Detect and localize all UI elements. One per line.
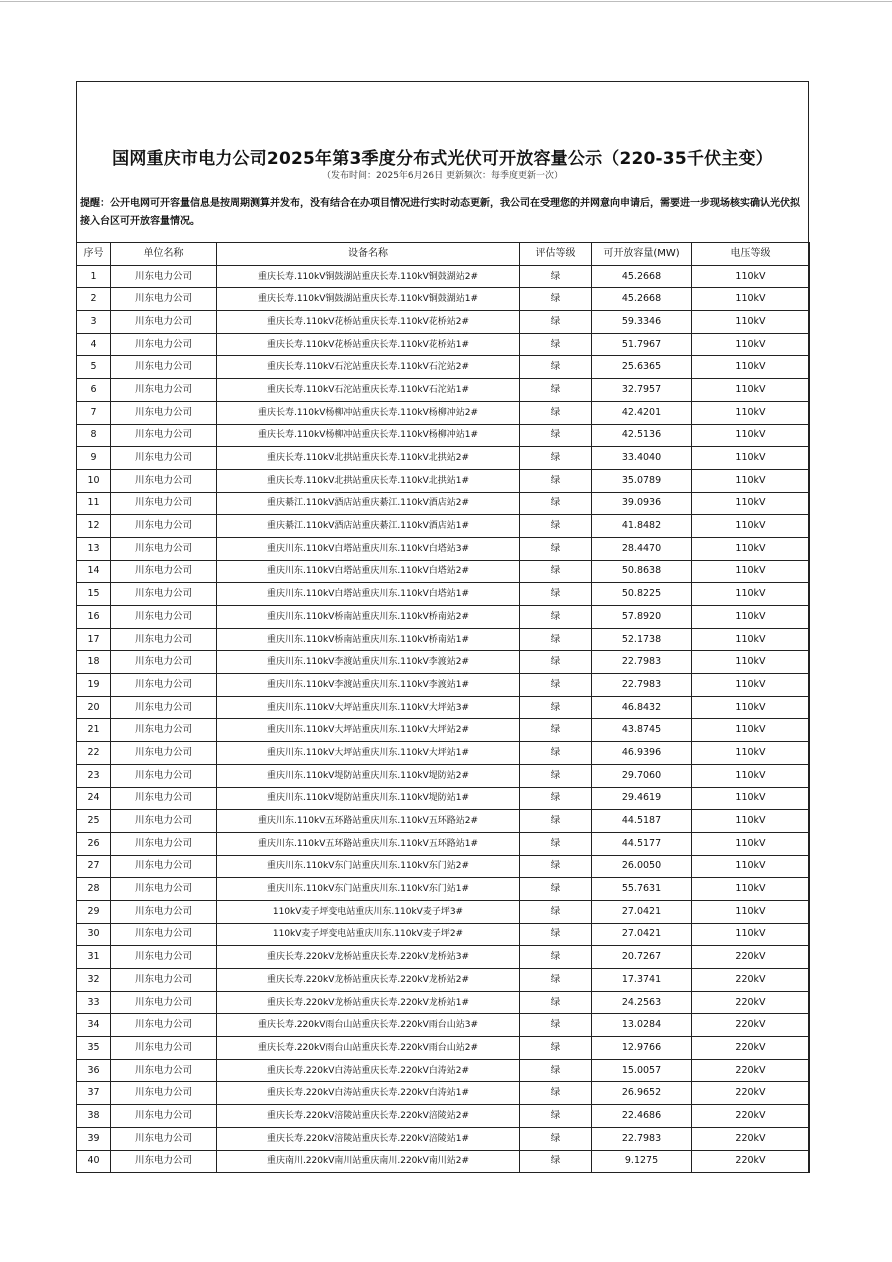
notice-text: 提醒：公开电网可开容量信息是按周期测算并发布，没有结合在办项目情况进行实时动态更新，我公司在受理您的并网意向申请后，需要进一步现场核实确认光伏拟接入台区可开放容量情况。 [80, 198, 800, 227]
cell-unit: 川东电力公司 [111, 447, 217, 470]
cell-index: 32 [77, 969, 111, 992]
cell-grade: 绿 [520, 356, 592, 379]
page-top-border [0, 1, 892, 2]
table-row [77, 832, 810, 855]
cell-unit: 川东电力公司 [111, 401, 217, 424]
cell-grade: 绿 [520, 1059, 592, 1082]
cell-voltage: 110kV [692, 719, 810, 742]
cell-index: 35 [77, 1037, 111, 1060]
cell-index: 14 [77, 560, 111, 583]
cell-device: 重庆长寿.220kV雨台山站重庆长寿.220kV雨台山站3# [217, 1014, 520, 1037]
cell-device: 重庆长寿.110kV石沱站重庆长寿.110kV石沱站1# [217, 379, 520, 402]
cell-grade: 绿 [520, 969, 592, 992]
cell-voltage: 110kV [692, 628, 810, 651]
cell-grade: 绿 [520, 764, 592, 787]
cell-index: 33 [77, 991, 111, 1014]
cell-voltage: 220kV [692, 991, 810, 1014]
cell-unit: 川东电力公司 [111, 1059, 217, 1082]
cell-unit: 川东电力公司 [111, 878, 217, 901]
cell-voltage: 110kV [692, 764, 810, 787]
cell-index: 36 [77, 1059, 111, 1082]
cell-capacity: 22.4686 [592, 1105, 692, 1128]
cell-grade: 绿 [520, 900, 592, 923]
cell-capacity: 15.0057 [592, 1059, 692, 1082]
cell-unit: 川东电力公司 [111, 628, 217, 651]
cell-grade: 绿 [520, 424, 592, 447]
table-row [77, 537, 810, 560]
cell-grade: 绿 [520, 651, 592, 674]
cell-grade: 绿 [520, 537, 592, 560]
table-row [77, 787, 810, 810]
col-header-grade: 评估等级 [520, 243, 592, 266]
table-row [77, 742, 810, 765]
cell-device: 重庆长寿.220kV龙桥站重庆长寿.220kV龙桥站1# [217, 991, 520, 1014]
cell-unit: 川东电力公司 [111, 515, 217, 538]
table-row [77, 900, 810, 923]
cell-capacity: 52.1738 [592, 628, 692, 651]
cell-device: 重庆长寿.220kV涪陵站重庆长寿.220kV涪陵站1# [217, 1127, 520, 1150]
cell-index: 3 [77, 311, 111, 334]
cell-capacity: 42.4201 [592, 401, 692, 424]
cell-unit: 川东电力公司 [111, 991, 217, 1014]
cell-unit: 川东电力公司 [111, 606, 217, 629]
cell-voltage: 220kV [692, 1037, 810, 1060]
cell-grade: 绿 [520, 1150, 592, 1173]
table-row [77, 401, 810, 424]
cell-capacity: 42.5136 [592, 424, 692, 447]
cell-unit: 川东电力公司 [111, 1105, 217, 1128]
table-row [77, 1150, 810, 1173]
cell-device: 重庆长寿.110kV杨柳冲站重庆长寿.110kV杨柳冲站2# [217, 401, 520, 424]
cell-capacity: 59.3346 [592, 311, 692, 334]
table-row [77, 991, 810, 1014]
cell-capacity: 35.0789 [592, 469, 692, 492]
cell-voltage: 220kV [692, 1059, 810, 1082]
cell-capacity: 44.5177 [592, 832, 692, 855]
cell-device: 重庆长寿.110kV花桥站重庆长寿.110kV花桥站2# [217, 311, 520, 334]
cell-capacity: 22.7983 [592, 651, 692, 674]
cell-index: 30 [77, 923, 111, 946]
cell-device: 重庆川东.110kV堤防站重庆川东.110kV堤防站1# [217, 787, 520, 810]
cell-capacity: 29.7060 [592, 764, 692, 787]
cell-grade: 绿 [520, 1037, 592, 1060]
cell-grade: 绿 [520, 265, 592, 288]
cell-voltage: 110kV [692, 537, 810, 560]
cell-grade: 绿 [520, 1082, 592, 1105]
table-row [77, 1037, 810, 1060]
cell-voltage: 110kV [692, 674, 810, 697]
table-row [77, 1105, 810, 1128]
cell-voltage: 110kV [692, 265, 810, 288]
cell-index: 24 [77, 787, 111, 810]
cell-voltage: 110kV [692, 356, 810, 379]
table-row [77, 606, 810, 629]
cell-unit: 川东电力公司 [111, 719, 217, 742]
cell-unit: 川东电力公司 [111, 1150, 217, 1173]
cell-device: 重庆长寿.220kV涪陵站重庆长寿.220kV涪陵站2# [217, 1105, 520, 1128]
cell-capacity: 25.6365 [592, 356, 692, 379]
cell-voltage: 110kV [692, 651, 810, 674]
table-row [77, 628, 810, 651]
cell-grade: 绿 [520, 583, 592, 606]
cell-index: 38 [77, 1105, 111, 1128]
cell-index: 9 [77, 447, 111, 470]
col-header-index: 序号 [77, 243, 111, 266]
cell-voltage: 110kV [692, 401, 810, 424]
cell-grade: 绿 [520, 1014, 592, 1037]
cell-device: 重庆川东.110kV大坪站重庆川东.110kV大坪站2# [217, 719, 520, 742]
cell-grade: 绿 [520, 628, 592, 651]
cell-device: 重庆长寿.220kV龙桥站重庆长寿.220kV龙桥站2# [217, 969, 520, 992]
cell-unit: 川东电力公司 [111, 742, 217, 765]
cell-device: 重庆南川.220kV南川站重庆南川.220kV南川站2# [217, 1150, 520, 1173]
table-row [77, 674, 810, 697]
cell-device: 重庆川东.110kV东门站重庆川东.110kV东门站1# [217, 878, 520, 901]
cell-grade: 绿 [520, 696, 592, 719]
col-header-device: 设备名称 [217, 243, 520, 266]
cell-capacity: 55.7631 [592, 878, 692, 901]
cell-device: 重庆川东.110kV桥南站重庆川东.110kV桥南站1# [217, 628, 520, 651]
cell-unit: 川东电力公司 [111, 696, 217, 719]
cell-capacity: 39.0936 [592, 492, 692, 515]
capacity-table [76, 242, 810, 1173]
cell-grade: 绿 [520, 560, 592, 583]
cell-unit: 川东电力公司 [111, 674, 217, 697]
cell-unit: 川东电力公司 [111, 537, 217, 560]
cell-grade: 绿 [520, 991, 592, 1014]
cell-unit: 川东电力公司 [111, 969, 217, 992]
cell-unit: 川东电力公司 [111, 1082, 217, 1105]
cell-unit: 川东电力公司 [111, 764, 217, 787]
cell-voltage: 110kV [692, 787, 810, 810]
cell-voltage: 110kV [692, 855, 810, 878]
table-row [77, 447, 810, 470]
cell-capacity: 33.4040 [592, 447, 692, 470]
cell-voltage: 220kV [692, 1105, 810, 1128]
cell-unit: 川东电力公司 [111, 923, 217, 946]
cell-device: 重庆长寿.110kV北拱站重庆长寿.110kV北拱站2# [217, 447, 520, 470]
cell-grade: 绿 [520, 469, 592, 492]
cell-index: 19 [77, 674, 111, 697]
cell-grade: 绿 [520, 810, 592, 833]
cell-capacity: 41.8482 [592, 515, 692, 538]
cell-device: 重庆綦江.110kV酒店站重庆綦江.110kV酒店站1# [217, 515, 520, 538]
cell-grade: 绿 [520, 832, 592, 855]
cell-index: 27 [77, 855, 111, 878]
cell-voltage: 220kV [692, 1127, 810, 1150]
cell-voltage: 110kV [692, 810, 810, 833]
cell-grade: 绿 [520, 1127, 592, 1150]
table-row [77, 810, 810, 833]
cell-capacity: 24.2563 [592, 991, 692, 1014]
cell-index: 28 [77, 878, 111, 901]
cell-unit: 川东电力公司 [111, 379, 217, 402]
cell-index: 40 [77, 1150, 111, 1173]
table-row [77, 696, 810, 719]
cell-device: 重庆长寿.110kV铜鼓湖站重庆长寿.110kV铜鼓湖站2# [217, 265, 520, 288]
cell-index: 11 [77, 492, 111, 515]
cell-grade: 绿 [520, 515, 592, 538]
cell-index: 37 [77, 1082, 111, 1105]
cell-device: 重庆川东.110kV东门站重庆川东.110kV东门站2# [217, 855, 520, 878]
cell-index: 2 [77, 288, 111, 311]
cell-unit: 川东电力公司 [111, 583, 217, 606]
cell-voltage: 110kV [692, 379, 810, 402]
cell-index: 15 [77, 583, 111, 606]
cell-index: 13 [77, 537, 111, 560]
table-row [77, 515, 810, 538]
cell-index: 34 [77, 1014, 111, 1037]
cell-device: 重庆长寿.220kV雨台山站重庆长寿.220kV雨台山站2# [217, 1037, 520, 1060]
table-row [77, 651, 810, 674]
col-header-unit: 单位名称 [111, 243, 217, 266]
cell-index: 12 [77, 515, 111, 538]
cell-grade: 绿 [520, 333, 592, 356]
cell-voltage: 110kV [692, 469, 810, 492]
cell-capacity: 26.0050 [592, 855, 692, 878]
cell-index: 29 [77, 900, 111, 923]
cell-unit: 川东电力公司 [111, 265, 217, 288]
cell-unit: 川东电力公司 [111, 1014, 217, 1037]
cell-capacity: 50.8225 [592, 583, 692, 606]
table-row [77, 469, 810, 492]
table-header-row [77, 243, 810, 266]
cell-index: 25 [77, 810, 111, 833]
cell-device: 重庆长寿.220kV白涛站重庆长寿.220kV白涛站1# [217, 1082, 520, 1105]
table-row [77, 1014, 810, 1037]
cell-grade: 绿 [520, 1105, 592, 1128]
cell-voltage: 110kV [692, 742, 810, 765]
cell-device: 重庆长寿.110kV石沱站重庆长寿.110kV石沱站2# [217, 356, 520, 379]
cell-grade: 绿 [520, 288, 592, 311]
table-row [77, 311, 810, 334]
cell-unit: 川东电力公司 [111, 469, 217, 492]
table-row [77, 719, 810, 742]
cell-voltage: 110kV [692, 447, 810, 470]
cell-grade: 绿 [520, 946, 592, 969]
cell-index: 18 [77, 651, 111, 674]
cell-unit: 川东电力公司 [111, 832, 217, 855]
cell-grade: 绿 [520, 674, 592, 697]
cell-capacity: 22.7983 [592, 1127, 692, 1150]
cell-unit: 川东电力公司 [111, 356, 217, 379]
cell-capacity: 46.9396 [592, 742, 692, 765]
cell-device: 重庆长寿.110kV花桥站重庆长寿.110kV花桥站1# [217, 333, 520, 356]
table-row [77, 923, 810, 946]
cell-device: 重庆长寿.220kV白涛站重庆长寿.220kV白涛站2# [217, 1059, 520, 1082]
cell-index: 23 [77, 764, 111, 787]
cell-capacity: 43.8745 [592, 719, 692, 742]
cell-device: 重庆川东.110kV五环路站重庆川东.110kV五环路站2# [217, 810, 520, 833]
cell-voltage: 110kV [692, 492, 810, 515]
cell-grade: 绿 [520, 878, 592, 901]
cell-grade: 绿 [520, 855, 592, 878]
cell-voltage: 110kV [692, 515, 810, 538]
cell-unit: 川东电力公司 [111, 787, 217, 810]
cell-device: 重庆川东.110kV李渡站重庆川东.110kV李渡站1# [217, 674, 520, 697]
table-row [77, 878, 810, 901]
cell-device: 重庆川东.110kV大坪站重庆川东.110kV大坪站3# [217, 696, 520, 719]
cell-capacity: 12.9766 [592, 1037, 692, 1060]
cell-device: 重庆川东.110kV白塔站重庆川东.110kV白塔站1# [217, 583, 520, 606]
cell-index: 10 [77, 469, 111, 492]
cell-voltage: 220kV [692, 969, 810, 992]
table-row [77, 356, 810, 379]
table-row [77, 969, 810, 992]
cell-voltage: 110kV [692, 878, 810, 901]
cell-capacity: 20.7267 [592, 946, 692, 969]
table-row [77, 1127, 810, 1150]
cell-voltage: 110kV [692, 923, 810, 946]
cell-device: 重庆綦江.110kV酒店站重庆綦江.110kV酒店站2# [217, 492, 520, 515]
cell-unit: 川东电力公司 [111, 1037, 217, 1060]
cell-capacity: 26.9652 [592, 1082, 692, 1105]
cell-voltage: 220kV [692, 1014, 810, 1037]
cell-device: 重庆川东.110kV白塔站重庆川东.110kV白塔站3# [217, 537, 520, 560]
cell-unit: 川东电力公司 [111, 333, 217, 356]
cell-grade: 绿 [520, 311, 592, 334]
cell-capacity: 44.5187 [592, 810, 692, 833]
cell-unit: 川东电力公司 [111, 560, 217, 583]
table-body [77, 265, 810, 1173]
cell-index: 20 [77, 696, 111, 719]
cell-device: 重庆川东.110kV白塔站重庆川东.110kV白塔站2# [217, 560, 520, 583]
cell-device: 重庆长寿.110kV北拱站重庆长寿.110kV北拱站1# [217, 469, 520, 492]
cell-voltage: 110kV [692, 288, 810, 311]
cell-index: 6 [77, 379, 111, 402]
cell-grade: 绿 [520, 606, 592, 629]
cell-device: 重庆长寿.110kV杨柳冲站重庆长寿.110kV杨柳冲站1# [217, 424, 520, 447]
cell-device: 重庆川东.110kV李渡站重庆川东.110kV李渡站2# [217, 651, 520, 674]
cell-device: 重庆川东.110kV桥南站重庆川东.110kV桥南站2# [217, 606, 520, 629]
cell-capacity: 28.4470 [592, 537, 692, 560]
cell-grade: 绿 [520, 742, 592, 765]
cell-unit: 川东电力公司 [111, 651, 217, 674]
cell-device: 110kV麦子坪变电站重庆川东.110kV麦子坪2# [217, 923, 520, 946]
table-row [77, 333, 810, 356]
cell-voltage: 110kV [692, 583, 810, 606]
table-row [77, 288, 810, 311]
document-sheet [76, 81, 809, 1173]
cell-grade: 绿 [520, 401, 592, 424]
cell-capacity: 51.7967 [592, 333, 692, 356]
table-row [77, 379, 810, 402]
cell-voltage: 220kV [692, 946, 810, 969]
cell-index: 5 [77, 356, 111, 379]
table-row [77, 764, 810, 787]
cell-device: 110kV麦子坪变电站重庆川东.110kV麦子坪3# [217, 900, 520, 923]
table-row [77, 492, 810, 515]
cell-capacity: 17.3741 [592, 969, 692, 992]
cell-capacity: 9.1275 [592, 1150, 692, 1173]
document-title: 国网重庆市电力公司2025年第3季度分布式光伏可开放容量公示（220-35千伏主变） [112, 149, 773, 169]
cell-unit: 川东电力公司 [111, 311, 217, 334]
document-subtitle: （发布时间：2025年6月26日 更新频次：每季度更新一次） [322, 171, 563, 181]
cell-voltage: 220kV [692, 1082, 810, 1105]
cell-index: 17 [77, 628, 111, 651]
table-row [77, 1059, 810, 1082]
cell-index: 21 [77, 719, 111, 742]
cell-device: 重庆川东.110kV大坪站重庆川东.110kV大坪站1# [217, 742, 520, 765]
col-header-capacity: 可开放容量(MW) [592, 243, 692, 266]
cell-capacity: 29.4619 [592, 787, 692, 810]
cell-unit: 川东电力公司 [111, 492, 217, 515]
table-row [77, 1082, 810, 1105]
table-row [77, 265, 810, 288]
cell-unit: 川东电力公司 [111, 1127, 217, 1150]
table-row [77, 946, 810, 969]
cell-voltage: 110kV [692, 560, 810, 583]
cell-voltage: 220kV [692, 1150, 810, 1173]
cell-grade: 绿 [520, 719, 592, 742]
cell-capacity: 45.2668 [592, 288, 692, 311]
cell-capacity: 22.7983 [592, 674, 692, 697]
cell-capacity: 32.7957 [592, 379, 692, 402]
cell-device: 重庆川东.110kV堤防站重庆川东.110kV堤防站2# [217, 764, 520, 787]
table-row [77, 424, 810, 447]
cell-capacity: 50.8638 [592, 560, 692, 583]
cell-capacity: 46.8432 [592, 696, 692, 719]
cell-unit: 川东电力公司 [111, 946, 217, 969]
cell-device: 重庆长寿.220kV龙桥站重庆长寿.220kV龙桥站3# [217, 946, 520, 969]
cell-unit: 川东电力公司 [111, 810, 217, 833]
cell-index: 22 [77, 742, 111, 765]
cell-grade: 绿 [520, 379, 592, 402]
cell-grade: 绿 [520, 923, 592, 946]
cell-voltage: 110kV [692, 311, 810, 334]
cell-voltage: 110kV [692, 900, 810, 923]
table-row [77, 583, 810, 606]
cell-capacity: 45.2668 [592, 265, 692, 288]
cell-index: 31 [77, 946, 111, 969]
col-header-voltage: 电压等级 [692, 243, 810, 266]
cell-voltage: 110kV [692, 696, 810, 719]
cell-voltage: 110kV [692, 606, 810, 629]
cell-index: 26 [77, 832, 111, 855]
cell-index: 8 [77, 424, 111, 447]
table-row [77, 560, 810, 583]
cell-grade: 绿 [520, 492, 592, 515]
cell-unit: 川东电力公司 [111, 855, 217, 878]
cell-unit: 川东电力公司 [111, 424, 217, 447]
cell-unit: 川东电力公司 [111, 900, 217, 923]
cell-voltage: 110kV [692, 333, 810, 356]
cell-capacity: 13.0284 [592, 1014, 692, 1037]
cell-voltage: 110kV [692, 832, 810, 855]
cell-index: 16 [77, 606, 111, 629]
cell-index: 7 [77, 401, 111, 424]
cell-device: 重庆川东.110kV五环路站重庆川东.110kV五环路站1# [217, 832, 520, 855]
cell-capacity: 27.0421 [592, 900, 692, 923]
cell-unit: 川东电力公司 [111, 288, 217, 311]
cell-device: 重庆长寿.110kV铜鼓湖站重庆长寿.110kV铜鼓湖站1# [217, 288, 520, 311]
cell-index: 1 [77, 265, 111, 288]
cell-capacity: 57.8920 [592, 606, 692, 629]
table-row [77, 855, 810, 878]
cell-grade: 绿 [520, 447, 592, 470]
cell-index: 39 [77, 1127, 111, 1150]
cell-grade: 绿 [520, 787, 592, 810]
cell-voltage: 110kV [692, 424, 810, 447]
cell-capacity: 27.0421 [592, 923, 692, 946]
cell-index: 4 [77, 333, 111, 356]
